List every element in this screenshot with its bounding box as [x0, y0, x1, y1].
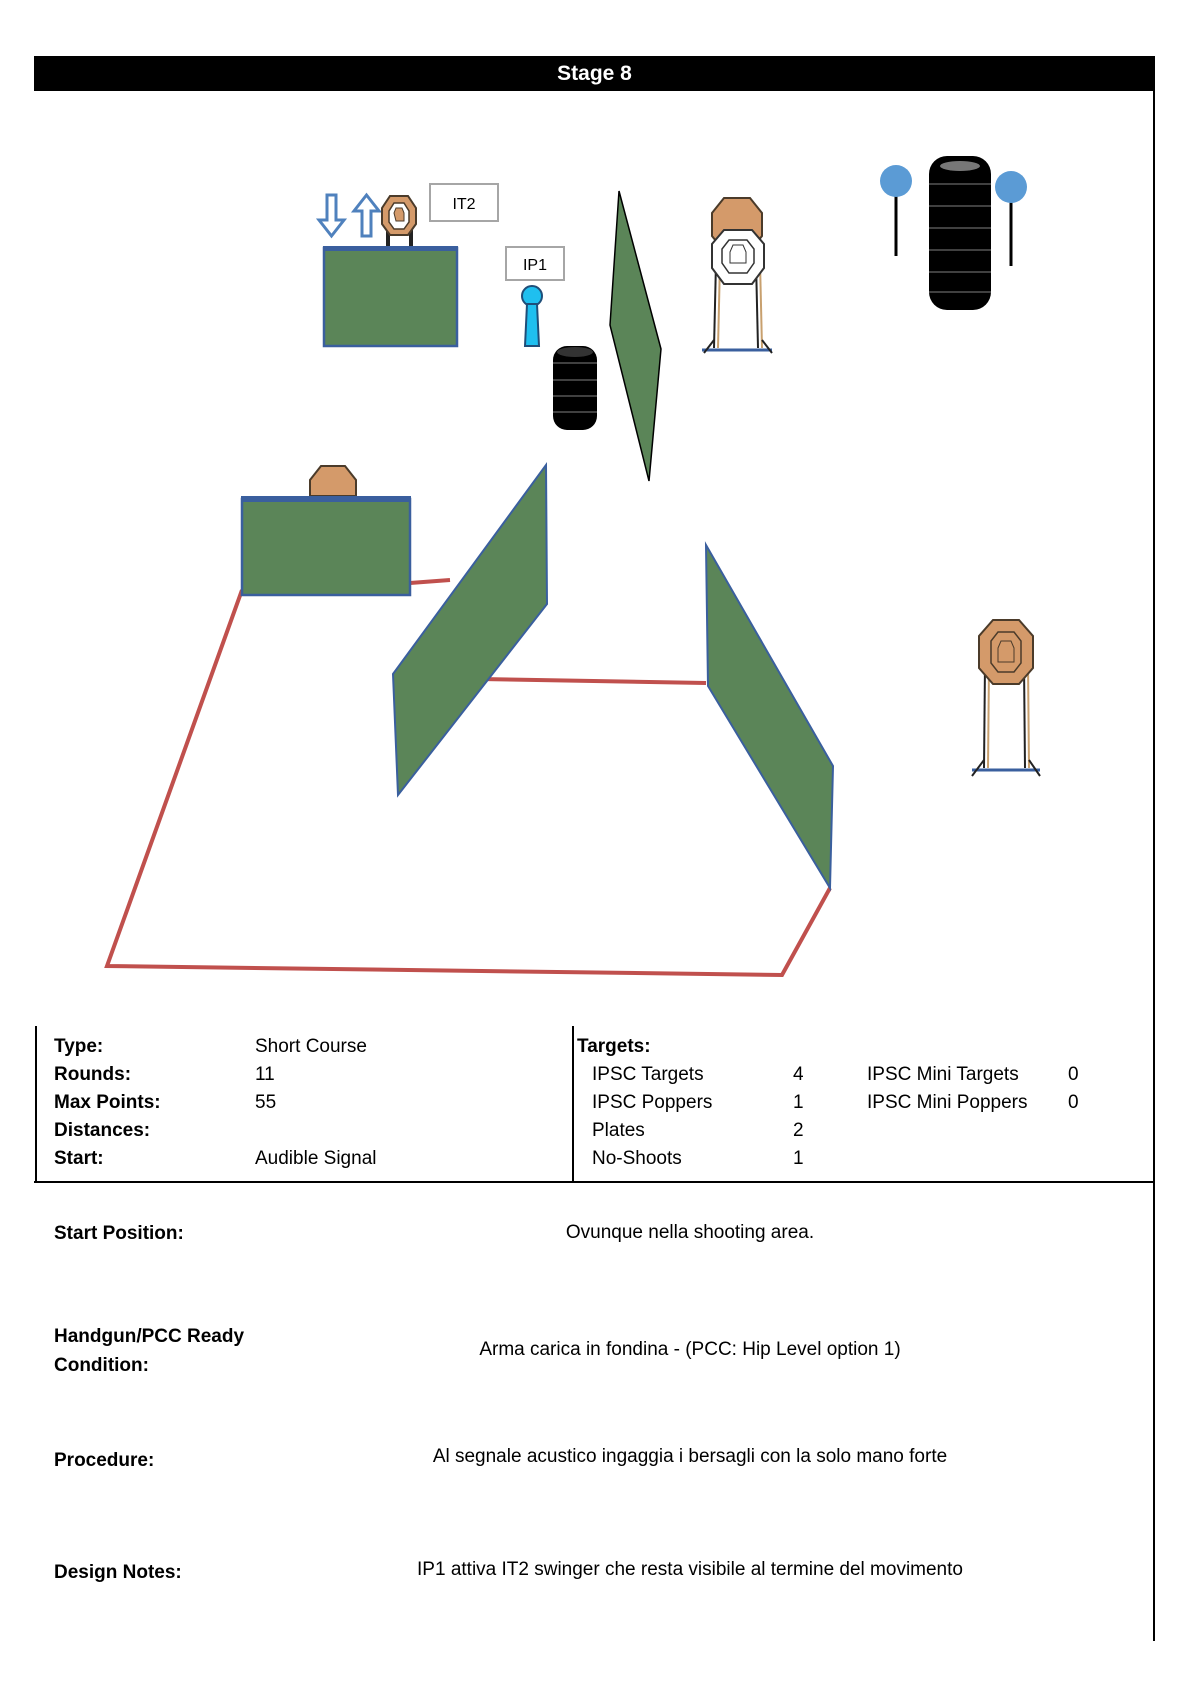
fault-line-middle — [480, 679, 706, 683]
ip1-popper-body — [525, 304, 539, 346]
design-notes-label: Design Notes: — [54, 1562, 182, 1583]
procedure-value: Al segnale acustico ingaggia i bersagli con la solo mano forte — [432, 1446, 948, 1467]
arrow-down-icon — [319, 195, 344, 236]
info-border-bottom — [34, 1181, 1155, 1183]
target-name: IPSC Targets — [592, 1064, 704, 1085]
it2-swinger-group — [319, 184, 498, 346]
target-count: 4 — [793, 1064, 804, 1085]
procedure-label: Procedure: — [54, 1450, 155, 1471]
left-wall-top — [241, 496, 411, 502]
rounds-value: 11 — [255, 1064, 275, 1085]
target-count: 1 — [793, 1092, 804, 1113]
no-shoot-target-center — [730, 245, 746, 263]
target-stand-group-top — [702, 198, 772, 353]
target-name: No-Shoots — [592, 1148, 682, 1169]
left-wall-group — [241, 466, 411, 595]
target-name: IPSC Poppers — [592, 1092, 713, 1113]
swinger-arrows-icon — [319, 195, 379, 236]
info-border-left — [35, 1026, 37, 1183]
stage-title: Stage 8 — [34, 56, 1155, 91]
ready-condition-label-line1: Handgun/PCC Ready — [54, 1326, 245, 1347]
start-position-label: Start Position: — [54, 1223, 184, 1244]
ip1-popper-group — [506, 247, 564, 346]
targets-label: Targets: — [577, 1036, 651, 1057]
it2-label: IT2 — [452, 196, 476, 213]
info-divider — [572, 1026, 574, 1183]
rounds-label: Rounds: — [54, 1064, 132, 1085]
wall-diagonal-right — [706, 545, 833, 888]
type-value: Short Course — [255, 1036, 367, 1057]
design-notes-value: IP1 attiva IT2 swinger che resta visibile al termine del movimento — [417, 1559, 963, 1580]
it2-target-center — [394, 208, 404, 221]
target-stand-group-right — [972, 620, 1040, 776]
start-value: Audible Signal — [255, 1148, 377, 1169]
start-label: Start: — [54, 1148, 104, 1169]
ready-condition-value: Arma carica in fondina - (PCC: Hip Level option 1) — [479, 1339, 901, 1360]
max-points-label: Max Points: — [54, 1092, 161, 1113]
wall-diagonal-middle — [393, 465, 547, 795]
max-points-value: 55 — [255, 1092, 277, 1113]
barrel-large-icon — [929, 156, 991, 310]
back-wall — [324, 248, 457, 346]
ip1-label: IP1 — [522, 257, 548, 274]
target-count: 0 — [1068, 1092, 1079, 1113]
type-label: Type: — [54, 1036, 104, 1057]
start-position-value: Ovunque nella shooting area. — [565, 1222, 815, 1243]
left-wall — [242, 499, 410, 595]
target-name: IPSC Mini Poppers — [867, 1092, 1028, 1113]
ipsc-target — [310, 466, 356, 496]
back-wall-top — [323, 246, 458, 251]
ipsc-target-center — [998, 641, 1014, 662]
fault-line-top — [410, 580, 450, 583]
target-name: Plates — [592, 1120, 645, 1141]
arrow-up-icon — [354, 195, 379, 236]
distances-label: Distances: — [54, 1120, 151, 1141]
plate-right-icon — [995, 171, 1027, 203]
barrel-small-icon — [553, 346, 597, 430]
plate-left-icon — [880, 165, 912, 197]
target-count: 0 — [1068, 1064, 1079, 1085]
ready-condition-label-line2: Condition: — [54, 1355, 149, 1376]
target-count: 1 — [793, 1148, 804, 1169]
wall-diagonal-top — [610, 191, 661, 481]
target-name: IPSC Mini Targets — [867, 1064, 1019, 1085]
target-count: 2 — [793, 1120, 804, 1141]
